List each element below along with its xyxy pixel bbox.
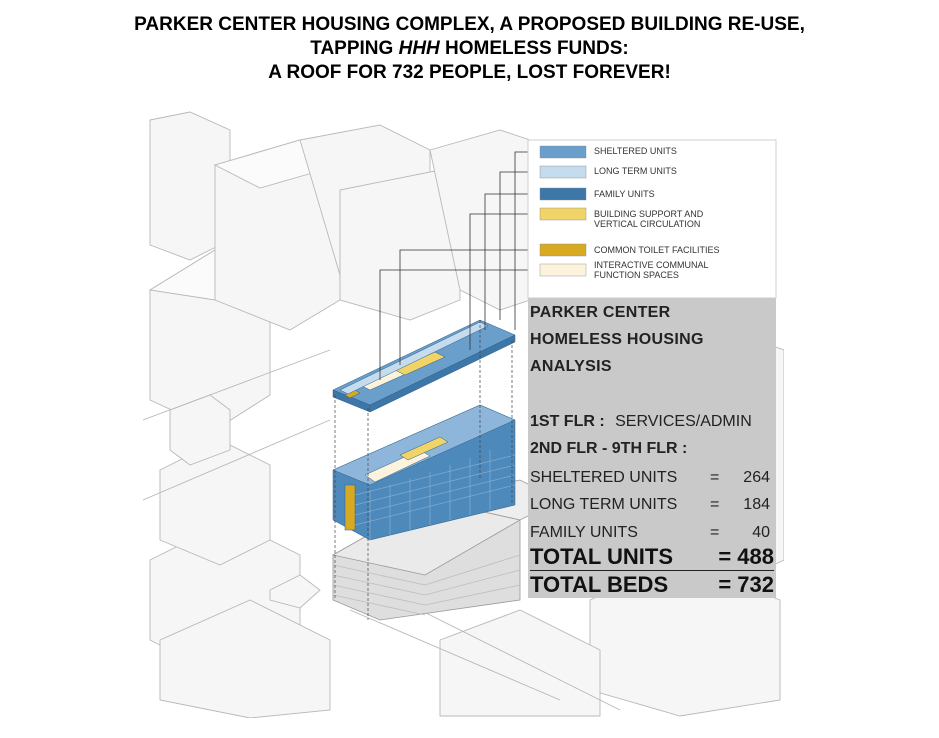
- swatch-support: [540, 208, 586, 220]
- legend-label-family: FAMILY UNITS: [594, 189, 655, 199]
- row-family-value: 40: [752, 524, 770, 541]
- legend-label-support-2: VERTICAL CIRCULATION: [594, 219, 701, 229]
- swatch-long-term: [540, 166, 586, 178]
- headline-line-1: PARKER CENTER HOUSING COMPLEX, A PROPOSED BUILDING RE-USE,: [134, 14, 805, 35]
- row-long-term: [530, 496, 774, 514]
- legend-label-sheltered: SHELTERED UNITS: [594, 146, 677, 156]
- headline-hhh: HHH: [398, 38, 440, 59]
- row-long-term-eq: =: [710, 496, 720, 513]
- total-units-label: TOTAL UNITS: [530, 544, 673, 569]
- total-units-value: = 488: [718, 544, 774, 569]
- swatch-sheltered: [540, 146, 586, 158]
- headline-line-2-pre: TAPPING: [310, 38, 399, 59]
- headline-line-3: A ROOF FOR 732 PEOPLE, LOST FOREVER!: [268, 62, 671, 83]
- row-sheltered-value: 264: [743, 469, 770, 486]
- legend-label-toilet: COMMON TOILET FACILITIES: [594, 245, 720, 255]
- row-long-term-value: 184: [743, 496, 770, 513]
- total-beds-label: TOTAL BEDS: [530, 572, 669, 597]
- headline-line-2: [0, 37, 939, 61]
- analysis-title-1: PARKER CENTER: [530, 304, 671, 321]
- swatch-toilet: [540, 244, 586, 256]
- row-family-label: FAMILY UNITS: [530, 524, 638, 541]
- legend-label-communal-1: INTERACTIVE COMMUNAL: [594, 260, 709, 270]
- row-long-term-label: LONG TERM UNITS: [530, 496, 678, 513]
- total-beds-value: = 732: [718, 572, 774, 597]
- headline-line-2-post: HOMELESS FUNDS:: [439, 38, 629, 59]
- total-beds-row: [530, 572, 774, 598]
- legend-label-long-term: LONG TERM UNITS: [594, 166, 677, 176]
- swatch-family: [540, 188, 586, 200]
- row-sheltered-eq: =: [710, 469, 720, 486]
- legend-label-support-1: BUILDING SUPPORT AND: [594, 209, 704, 219]
- row-family-eq: =: [710, 524, 720, 541]
- row-sheltered-label: SHELTERED UNITS: [530, 469, 678, 486]
- total-divider: [530, 570, 774, 571]
- swatch-communal: [540, 264, 586, 276]
- row-family: [530, 524, 774, 542]
- floor1-value: SERVICES/ADMIN: [615, 413, 752, 430]
- legend-label-communal-2: FUNCTION SPACES: [594, 270, 679, 280]
- analysis-title-3: ANALYSIS: [530, 358, 612, 375]
- analysis-title-2: HOMELESS HOUSING: [530, 331, 704, 348]
- floor1-row: [530, 413, 752, 431]
- top-floor-plan: [333, 320, 515, 412]
- total-units-row: [530, 544, 774, 570]
- floors-label: 2ND FLR - 9TH FLR :: [530, 440, 688, 457]
- row-sheltered: [530, 469, 774, 487]
- floor1-label: 1ST FLR :: [530, 413, 605, 430]
